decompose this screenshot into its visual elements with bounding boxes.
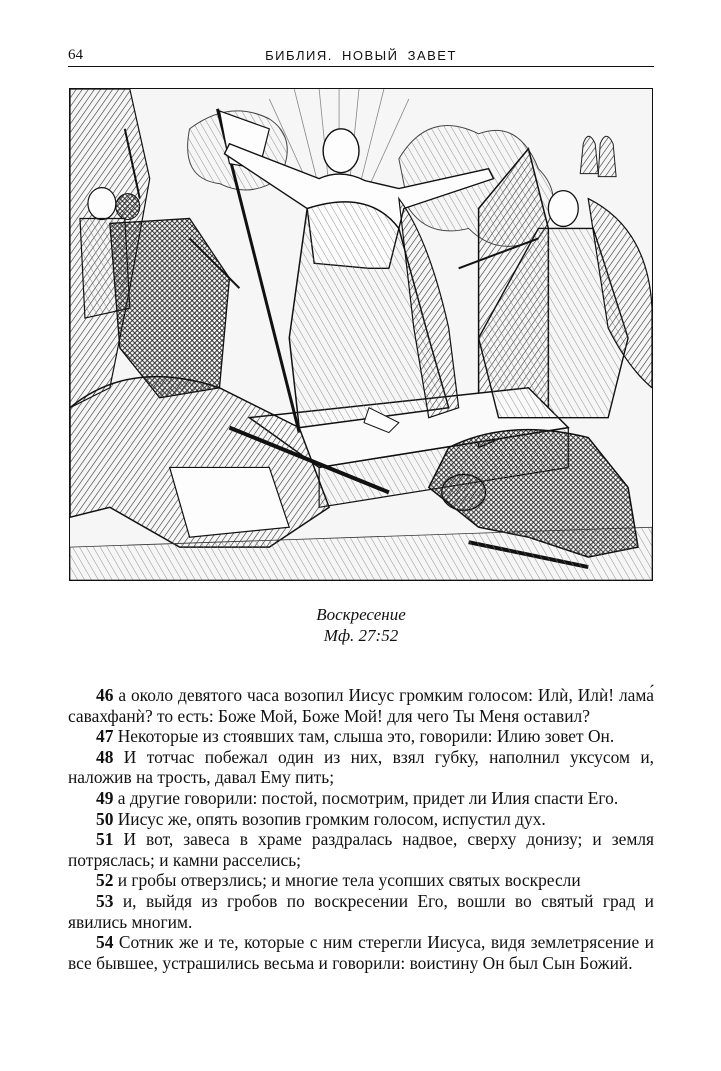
caption-reference: Мф. 27:52 — [323, 626, 399, 645]
scripture-text — [68, 685, 654, 973]
verse-number: 46 — [96, 685, 114, 705]
verse-number: 49 — [96, 787, 114, 808]
verse-text: и гробы отверзлись; и многие тела усопших святых воскресли — [117, 870, 581, 891]
verse-number: 54 — [96, 932, 114, 953]
engraving-drawing — [70, 89, 652, 580]
verse-text: Иисус же, опять возопив громким голосом, испустил дух. — [117, 808, 546, 829]
verse-text: и, выйдя из гробов по воскресении Его, вошли во святый град и явились многим. — [68, 890, 654, 932]
verse-text: И тотчас побежал один из них, взял губку, наполнил уксусом и, наложив на трость, давал Ему пить; — [68, 746, 655, 788]
verse-number: 48 — [96, 746, 114, 767]
verse-text: а около девятого часа возопил Иисус громким голосом: Илѝ, Илѝ! лама́ савахфанѝ? то есть: Боже Мой, Боже Мой! для чего Ты Меня оставил? — [68, 685, 654, 726]
verse — [68, 788, 654, 809]
verse-number: 52 — [96, 870, 114, 891]
resurrection-engraving — [69, 88, 653, 581]
verse-text: И вот, завеса в храме раздралась надвое, сверху донизу; и земля потряслась; и камни расселись; — [68, 829, 654, 870]
verse — [68, 891, 654, 932]
verse — [68, 747, 654, 788]
verse-text: а другие говорили: постой, посмотрим, придет ли Илия спасти Его. — [117, 787, 619, 808]
caption-title: Воскресение — [316, 605, 406, 624]
verse — [68, 809, 654, 830]
verse — [68, 870, 654, 891]
verse-number: 47 — [96, 726, 114, 747]
page-number: 64 — [68, 47, 83, 63]
verse-text: Сотник же и те, которые с ним стерегли Иисуса, видя землетрясение и все бывшее, устрашились весьма и говорили: воистину Он был Сын Божий. — [68, 932, 654, 973]
verse-text: Некоторые из стоявших там, слыша это, говорили: Илию зовет Он. — [117, 726, 615, 747]
verse-number: 53 — [96, 890, 114, 911]
running-header — [68, 44, 654, 67]
verse-number: 50 — [96, 808, 114, 829]
verse — [68, 726, 654, 747]
illustration-caption — [69, 604, 653, 646]
verse — [68, 932, 654, 973]
running-title: БИБЛИЯ. НОВЫЙ ЗАВЕТ — [265, 48, 457, 63]
verse — [68, 829, 654, 870]
verse — [68, 685, 654, 726]
verse-number: 51 — [96, 829, 114, 850]
